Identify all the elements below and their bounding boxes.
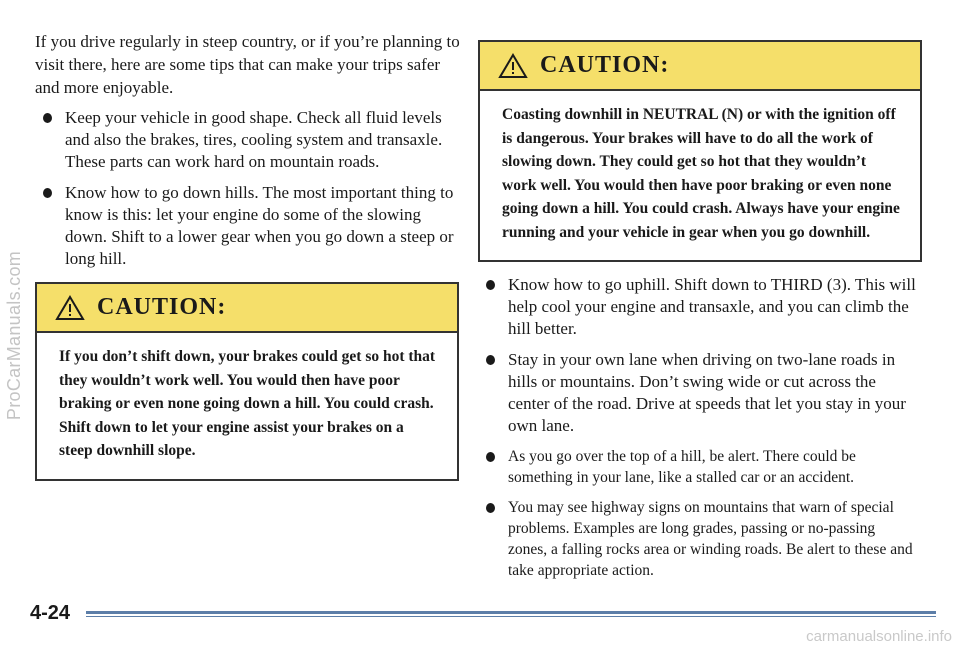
bullet-dot-icon (43, 188, 52, 198)
caution-box-right (478, 40, 922, 262)
bullet-dot-icon (486, 355, 495, 365)
right-bullet-list (478, 274, 918, 581)
intro-paragraph: If you drive regularly in steep country, or if you’re planning to visit there, here are some tips that can make your trips safer and more enjoyable. (35, 32, 460, 97)
list-item (478, 274, 918, 340)
caution-text: If you don’t shift down, your brakes could get so hot that they wouldn’t work well. You would then have poor braking or even none going down a hill. You could crash. Shift down to let your engine assist your brakes on a steep downhill slope. (59, 348, 436, 459)
warning-triangle-icon (55, 295, 85, 321)
caution-header (480, 42, 920, 91)
left-bullet-list (35, 107, 460, 270)
page-number: 4-24 (30, 602, 71, 624)
bullet-dot-icon (486, 452, 495, 462)
list-item-text: Stay in your own lane when driving on two-lane roads in hills or mountains. Don’t swing wide or cut across the center of the road. Drive at speeds that let you stay in your own lane. (508, 350, 906, 435)
list-item-text: Keep your vehicle in good shape. Check all fluid levels and also the brakes, tires, cooling system and transaxle. These parts can work hard on mountain roads. (65, 108, 443, 171)
list-item (35, 182, 460, 270)
caution-header (37, 284, 457, 333)
bullet-dot-icon (486, 503, 495, 513)
right-column (478, 40, 918, 590)
footer-rule (86, 611, 936, 614)
caution-text: Coasting downhill in NEUTRAL (N) or with the ignition off is dangerous. Your brakes will have to do all the work of slowing down. They could get so hot that they wouldn’t work well. You would then have poor braking or even none going down a hill. You could crash. Always have your engine running and your vehicle in gear when you go downhill. (502, 106, 900, 241)
footer-watermark: carmanualsonline.info (806, 628, 952, 645)
list-item (478, 349, 918, 437)
list-item-text: As you go over the top of a hill, be alert. There could be something in your lane, like a stalled car or an accident. (508, 448, 856, 486)
bullet-dot-icon (43, 113, 52, 123)
side-watermark-text: ProCarManuals.com (4, 250, 25, 420)
list-item-text: You may see highway signs on mountains that warn of special problems. Examples are long grades, passing or no-passing zones, a falling rocks area or winding roads. Be alert to these and take appropriate action. (508, 499, 913, 579)
list-item-text: Know how to go uphill. Shift down to THIRD (3). This will help cool your engine and transaxle, and you can climb the hill better. (508, 275, 916, 338)
footer-rule-thin (86, 616, 936, 617)
caution-title: CAUTION: (540, 52, 670, 78)
warning-triangle-icon (498, 53, 528, 79)
caution-box-left (35, 282, 459, 481)
list-item (35, 107, 460, 173)
caution-title: CAUTION: (97, 294, 227, 320)
list-item (478, 497, 918, 581)
left-column (35, 30, 460, 481)
side-watermark (4, 120, 26, 550)
list-item-text: Know how to go down hills. The most important thing to know is this: let your engine do some of the slowing down. Shift to a lower gear when you go down a steep or long hill. (65, 183, 454, 268)
page-footer (30, 600, 910, 630)
bullet-dot-icon (486, 280, 495, 290)
list-item (478, 446, 918, 488)
